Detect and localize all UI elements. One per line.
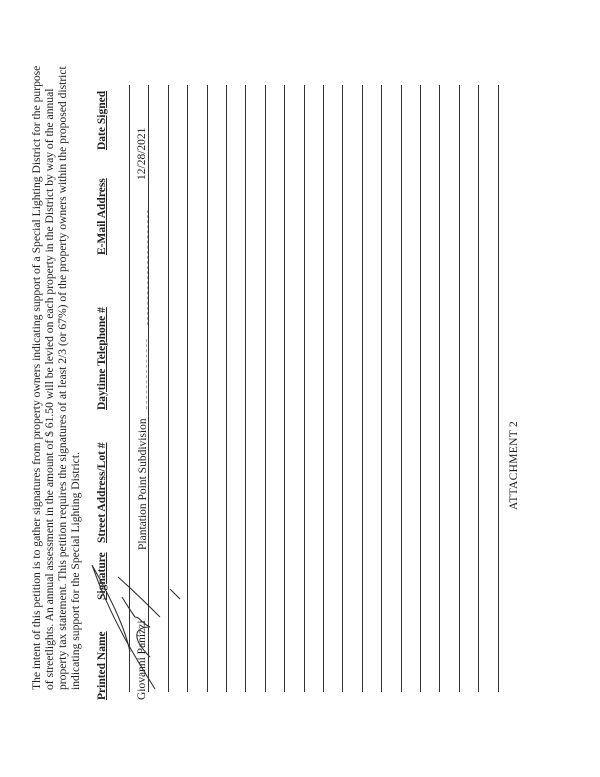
signature-line	[459, 85, 460, 692]
header-email: E-Mail Address	[96, 178, 108, 255]
signature-line	[265, 85, 266, 692]
row1-date-signed: 12/28/2021	[136, 127, 148, 180]
row1-printed-name: Giovanni Panizzi	[136, 620, 148, 700]
intro-line: of streetlights. An annual assessment in the amount of $ 61.50 will be levied on each property in the District by way of the annual	[43, 88, 56, 690]
signature-line	[401, 85, 402, 692]
signature-line	[226, 85, 227, 692]
header-printed-name: Printed Name	[96, 631, 108, 700]
row1-street-address: Plantation Point Subdivision	[137, 418, 149, 550]
attachment-label: ATTACHMENT 2	[508, 420, 520, 510]
intro-line: indicating support for the Special Lighting District.	[69, 452, 82, 690]
signature-line	[284, 85, 285, 692]
signature-line	[168, 85, 169, 692]
header-street-address: Street Address/Lot #	[96, 442, 108, 543]
signature-line	[187, 85, 188, 692]
intro-paragraph	[30, 60, 82, 690]
header-date-signed: Date Signed	[96, 90, 108, 150]
row1-telephone-redacted	[146, 339, 148, 409]
signature-line	[129, 85, 130, 692]
header-signature: Signature	[96, 552, 108, 600]
signature-line	[342, 85, 343, 692]
signature-line	[304, 85, 305, 692]
signature-line	[207, 85, 208, 692]
signature-line	[381, 85, 382, 692]
signature-line	[420, 85, 421, 692]
signature-line	[245, 85, 246, 692]
signature-line	[148, 85, 149, 692]
intro-line: The intent of this petition is to gather signatures from property owners indicating support of a Special Lighting District for the purpose	[30, 65, 43, 690]
intro-line: property tax statement. This petition requires the signatures of at least 2/3 (or 67%) of the property owners within the proposed district	[56, 66, 69, 690]
signature-line	[439, 85, 440, 692]
signature-line	[498, 85, 499, 692]
signature-line	[323, 85, 324, 692]
signature-line	[362, 85, 363, 692]
signature-line	[478, 85, 479, 692]
header-telephone: Daytime Telephone #	[96, 307, 108, 410]
row1-email-redacted	[147, 210, 149, 325]
